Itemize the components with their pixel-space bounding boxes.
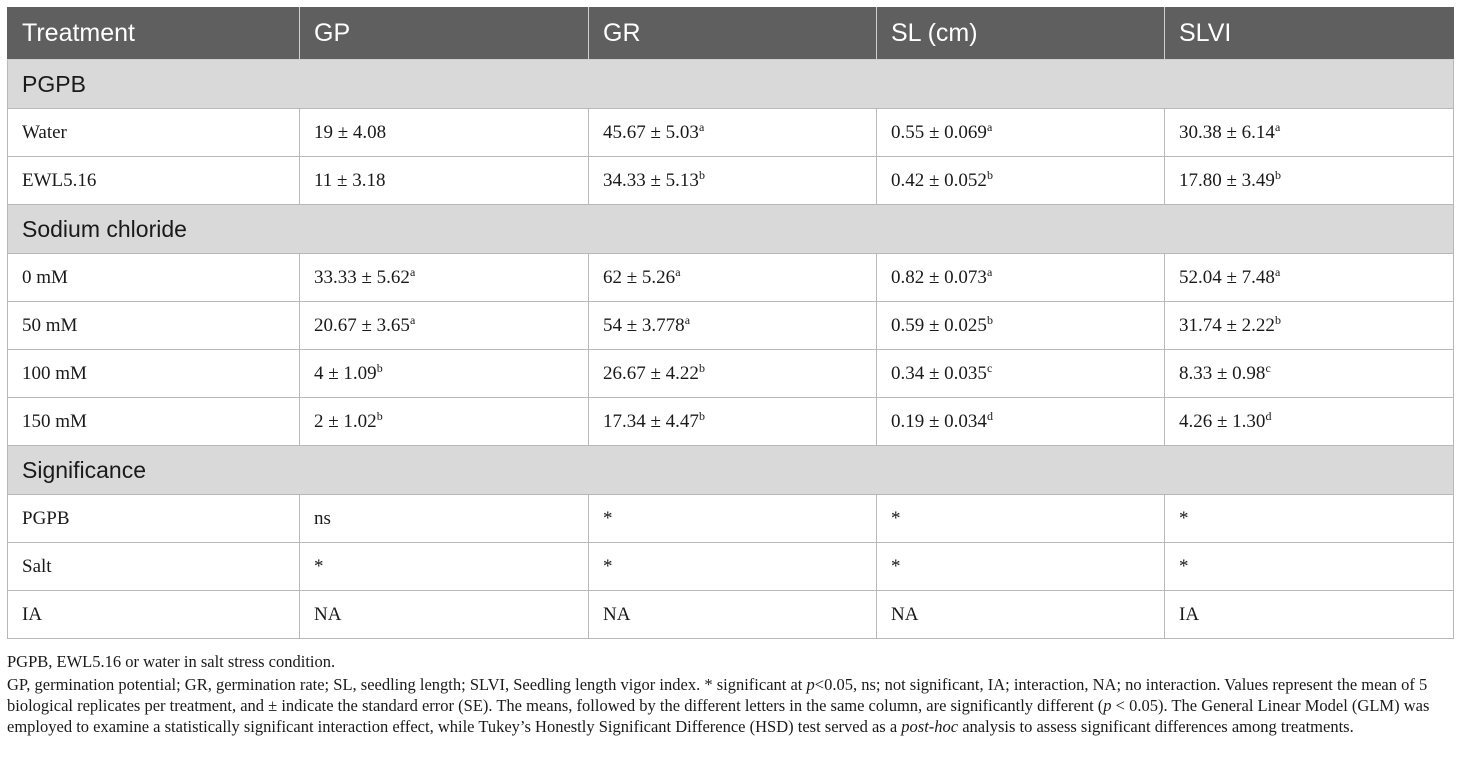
table-row xyxy=(8,109,1454,157)
significance-letter: c xyxy=(1265,360,1271,375)
cell-value: 0.34 ± 0.035 xyxy=(891,362,987,384)
cell-value: * xyxy=(1179,507,1189,529)
cell-value: 52.04 ± 7.48 xyxy=(1179,266,1275,288)
row-label: 100 mM xyxy=(8,350,300,398)
footnote-line-1: PGPB, EWL5.16 or water in salt stress condition. xyxy=(7,652,336,671)
header-slvi: SLVI xyxy=(1165,8,1454,60)
row-label: Salt xyxy=(8,543,300,591)
cell-value: NA xyxy=(603,603,631,625)
significance-letter: b xyxy=(698,408,705,423)
significance-letter: b xyxy=(698,167,705,182)
footnote-abbreviations xyxy=(7,674,1453,737)
table-cell xyxy=(589,109,877,157)
cell-value: * xyxy=(603,555,613,577)
table-cell xyxy=(300,591,589,639)
cell-value: 17.80 ± 3.49 xyxy=(1179,169,1275,191)
table-cell xyxy=(300,302,589,350)
row-label: PGPB xyxy=(8,495,300,543)
table-cell xyxy=(877,398,1165,446)
cell-value: 62 ± 5.26 xyxy=(603,266,676,288)
cell-value: 0.42 ± 0.052 xyxy=(891,169,987,191)
footnote-text: <0.05, ns; not significant, IA; interaction, NA; no interaction. Values represent the mean of 5 biological replicates per treatment, and ± indicate the standard error (SE). The means, followed by the different letters in the same column, are significantly different ( xyxy=(7,675,1428,715)
cell-value: * xyxy=(1179,555,1189,577)
significance-letter: d xyxy=(986,408,993,423)
table-cell xyxy=(589,302,877,350)
table-cell xyxy=(300,543,589,591)
cell-value: 4.26 ± 1.30 xyxy=(1179,410,1266,432)
cell-value: NA xyxy=(891,603,919,625)
cell-value: 30.38 ± 6.14 xyxy=(1179,121,1275,143)
section-row xyxy=(8,446,1454,495)
significance-letter: b xyxy=(1274,167,1281,182)
table-cell xyxy=(589,398,877,446)
significance-letter: a xyxy=(1274,119,1281,134)
table-cell xyxy=(300,109,589,157)
significance-letter: a xyxy=(409,312,416,327)
footnote-italic: p xyxy=(1103,696,1112,715)
table-cell xyxy=(1165,157,1454,205)
table-cell xyxy=(589,350,877,398)
cell-value: 8.33 ± 0.98 xyxy=(1179,362,1266,384)
significance-letter: b xyxy=(376,408,383,423)
cell-value: 4 ± 1.09 xyxy=(314,362,377,384)
significance-letter: a xyxy=(684,312,691,327)
table-row xyxy=(8,254,1454,302)
significance-letter: b xyxy=(698,360,705,375)
row-label: 50 mM xyxy=(8,302,300,350)
table-cell xyxy=(1165,495,1454,543)
table-cell xyxy=(1165,109,1454,157)
significance-letter: b xyxy=(1274,312,1281,327)
significance-letter: c xyxy=(986,360,993,375)
section-row xyxy=(8,205,1454,254)
table-cell xyxy=(589,254,877,302)
table-cell xyxy=(300,350,589,398)
table-cell xyxy=(1165,591,1454,639)
cell-value: * xyxy=(891,507,901,529)
cell-value: 0.19 ± 0.034 xyxy=(891,410,987,432)
cell-value: * xyxy=(314,555,324,577)
footnote-text: analysis to assess significant differences among treatments. xyxy=(958,717,1354,736)
cell-value: 54 ± 3.778 xyxy=(603,314,685,336)
header-treatment: Treatment xyxy=(8,8,300,60)
results-table xyxy=(7,7,1454,639)
significance-letter: d xyxy=(1265,408,1272,423)
cell-value: 34.33 ± 5.13 xyxy=(603,169,699,191)
table-cell xyxy=(877,302,1165,350)
row-label: 0 mM xyxy=(8,254,300,302)
table-cell xyxy=(877,157,1165,205)
significance-letter: b xyxy=(376,360,383,375)
table-cell xyxy=(589,495,877,543)
table-row xyxy=(8,495,1454,543)
cell-value: 0.59 ± 0.025 xyxy=(891,314,987,336)
table-header xyxy=(8,8,1454,60)
significance-letter: b xyxy=(986,167,993,182)
cell-value: * xyxy=(891,555,901,577)
cell-value: 33.33 ± 5.62 xyxy=(314,266,410,288)
row-label: EWL5.16 xyxy=(8,157,300,205)
table-row xyxy=(8,350,1454,398)
cell-value: 0.82 ± 0.073 xyxy=(891,266,987,288)
cell-value: 11 ± 3.18 xyxy=(314,169,386,191)
table-cell xyxy=(877,109,1165,157)
table-cell xyxy=(300,254,589,302)
table-row xyxy=(8,398,1454,446)
table-cell xyxy=(1165,302,1454,350)
table-cell xyxy=(300,495,589,543)
cell-value: 2 ± 1.02 xyxy=(314,410,377,432)
table-cell xyxy=(877,591,1165,639)
row-label: 150 mM xyxy=(8,398,300,446)
cell-value: NA xyxy=(314,603,342,625)
header-gp: GP xyxy=(300,8,589,60)
table-row xyxy=(8,157,1454,205)
table-row xyxy=(8,302,1454,350)
header-row xyxy=(8,8,1454,60)
table-cell xyxy=(589,157,877,205)
section-row xyxy=(8,60,1454,109)
header-sl: SL (cm) xyxy=(877,8,1165,60)
header-gr: GR xyxy=(589,8,877,60)
table-cell xyxy=(589,591,877,639)
row-label: Water xyxy=(8,109,300,157)
cell-value: IA xyxy=(1179,603,1200,625)
table-body xyxy=(8,60,1454,639)
section-title: Sodium chloride xyxy=(8,205,1454,254)
cell-value: 0.55 ± 0.069 xyxy=(891,121,987,143)
table-cell xyxy=(877,254,1165,302)
table-cell xyxy=(877,495,1165,543)
significance-letter: a xyxy=(698,119,705,134)
table-cell xyxy=(877,350,1165,398)
significance-letter: a xyxy=(675,264,681,279)
significance-letter: a xyxy=(986,264,993,279)
cell-value: 31.74 ± 2.22 xyxy=(1179,314,1275,336)
table-cell xyxy=(589,543,877,591)
significance-letter: a xyxy=(986,119,993,134)
section-title: Significance xyxy=(8,446,1454,495)
row-label: IA xyxy=(8,591,300,639)
table-cell xyxy=(300,157,589,205)
table-cell xyxy=(1165,398,1454,446)
footnote-italic: post-hoc xyxy=(901,717,959,736)
significance-letter: b xyxy=(986,312,993,327)
table-cell xyxy=(877,543,1165,591)
cell-value: 45.67 ± 5.03 xyxy=(603,121,699,143)
table-cell xyxy=(1165,543,1454,591)
section-title: PGPB xyxy=(8,60,1454,109)
significance-letter: a xyxy=(1274,264,1281,279)
significance-letter: a xyxy=(409,264,416,279)
cell-value: ns xyxy=(314,507,331,529)
results-table-container xyxy=(7,7,1453,639)
table-cell xyxy=(1165,254,1454,302)
table-cell xyxy=(300,398,589,446)
table-footnotes xyxy=(7,651,1453,737)
footnote-text: GP, germination potential; GR, germination rate; SL, seedling length; SLVI, Seedling length vigor index. * significant at xyxy=(7,675,807,694)
cell-value: 20.67 ± 3.65 xyxy=(314,314,410,336)
table-cell xyxy=(1165,350,1454,398)
cell-value: 17.34 ± 4.47 xyxy=(603,410,699,432)
table-row xyxy=(8,543,1454,591)
cell-value: 19 ± 4.08 xyxy=(314,121,387,143)
cell-value: 26.67 ± 4.22 xyxy=(603,362,699,384)
table-row xyxy=(8,591,1454,639)
footnote-italic: p xyxy=(806,675,815,694)
cell-value: * xyxy=(603,507,613,529)
footnote-text: < 0.05). The General Linear Model (GLM) was employed to examine a statistically significant interaction effect, while Tukey’s Honestly Significant Difference (HSD) test served as a xyxy=(7,696,1430,736)
